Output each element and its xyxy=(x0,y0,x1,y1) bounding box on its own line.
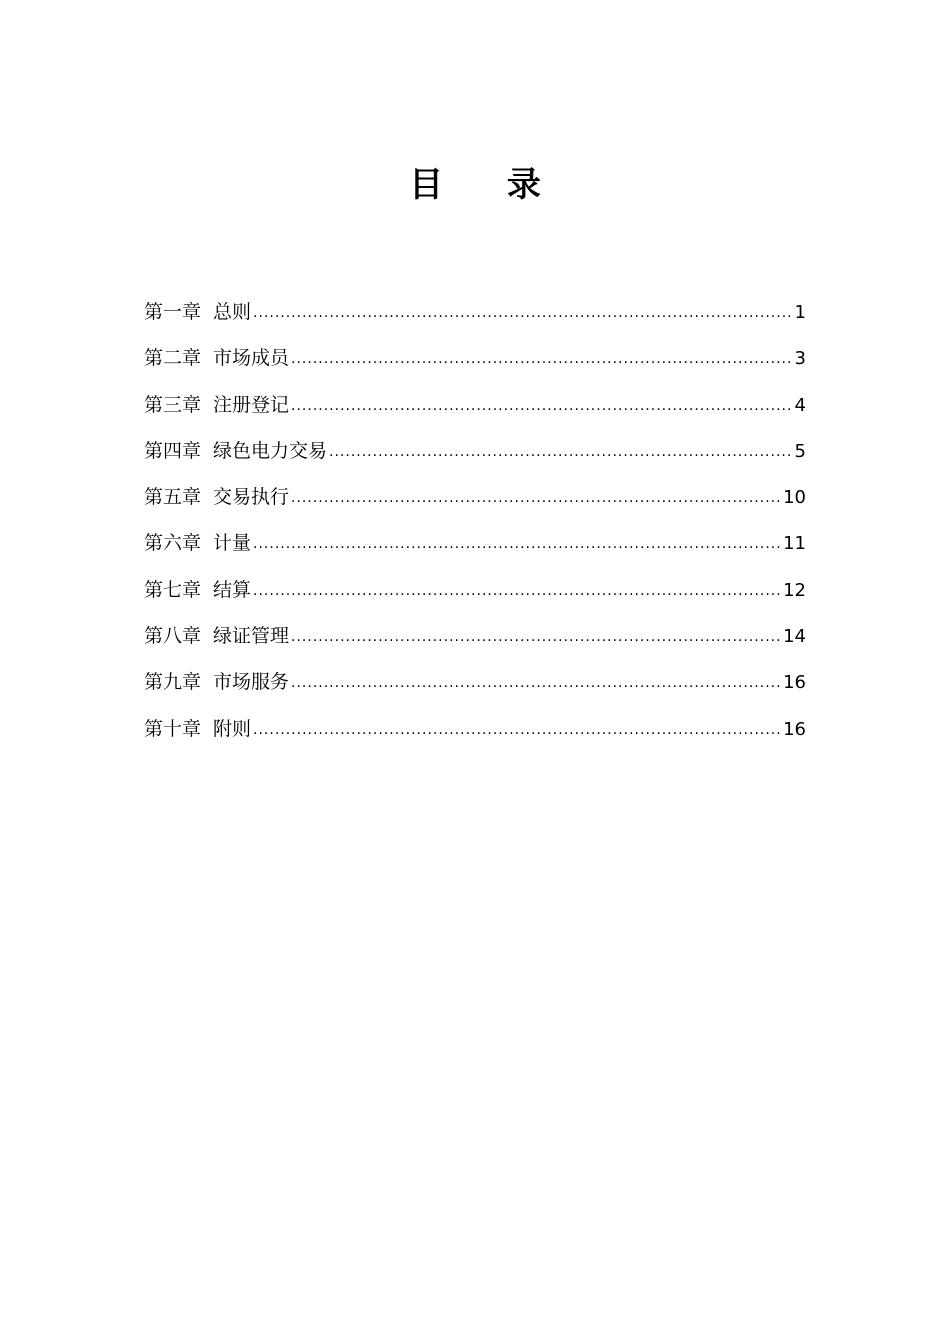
toc-dot-leader xyxy=(291,478,781,518)
toc-page-number: 1 xyxy=(794,302,806,323)
toc-chapter-number: 第四章 xyxy=(144,439,202,462)
toc-chapter-number: 第七章 xyxy=(144,578,202,601)
toc-chapter-number: 第一章 xyxy=(144,301,202,323)
toc-chapter-name: 附则 xyxy=(213,717,252,740)
toc-page-number: 5 xyxy=(794,440,806,462)
toc-chapter-name: 绿色电力交易 xyxy=(213,439,328,462)
toc-page-number: 4 xyxy=(794,394,806,416)
toc-chapter-name: 总则 xyxy=(213,301,252,323)
toc-dot-leader xyxy=(253,293,793,333)
toc-chapter-name: 市场成员 xyxy=(213,347,290,370)
toc-page-number: 14 xyxy=(783,626,806,648)
toc-dot-leader xyxy=(253,710,781,750)
toc-chapter-number: 第二章 xyxy=(144,347,202,370)
toc-dot-leader xyxy=(291,663,781,703)
table-of-contents xyxy=(144,292,806,755)
toc-entry-1[interactable] xyxy=(144,292,806,338)
toc-dot-leader xyxy=(329,432,793,472)
toc-page-number: 3 xyxy=(794,348,806,370)
toc-entry-8[interactable] xyxy=(144,616,806,662)
toc-chapter-name: 市场服务 xyxy=(213,671,290,694)
toc-chapter-name: 注册登记 xyxy=(213,393,290,416)
toc-entry-4[interactable] xyxy=(144,431,806,477)
toc-entry-10[interactable] xyxy=(144,709,806,755)
toc-chapter-name: 计量 xyxy=(213,532,252,555)
toc-page-number: 16 xyxy=(783,718,806,740)
toc-chapter-name: 交易执行 xyxy=(213,486,290,509)
toc-dot-leader xyxy=(291,339,793,379)
toc-page-number: 11 xyxy=(783,533,806,555)
toc-chapter-number: 第六章 xyxy=(144,532,202,555)
toc-entry-3[interactable] xyxy=(144,385,806,431)
toc-entry-2[interactable] xyxy=(144,338,806,384)
toc-chapter-name: 结算 xyxy=(213,578,252,601)
toc-page-number: 12 xyxy=(783,579,806,601)
toc-entry-6[interactable] xyxy=(144,523,806,569)
toc-dot-leader xyxy=(253,524,781,564)
toc-dot-leader xyxy=(291,617,781,657)
toc-dot-leader xyxy=(253,571,781,611)
toc-chapter-number: 第十章 xyxy=(144,717,202,740)
toc-chapter-number: 第八章 xyxy=(144,625,202,648)
page-title: 目 录 xyxy=(409,165,567,205)
toc-page-number: 10 xyxy=(783,487,806,509)
toc-chapter-number: 第三章 xyxy=(144,393,202,416)
toc-chapter-number: 第九章 xyxy=(144,671,202,694)
toc-entry-9[interactable] xyxy=(144,662,806,708)
toc-entry-7[interactable] xyxy=(144,570,806,616)
toc-dot-leader xyxy=(291,386,793,426)
toc-page-number: 16 xyxy=(783,672,806,694)
toc-chapter-name: 绿证管理 xyxy=(213,625,290,648)
toc-chapter-number: 第五章 xyxy=(144,486,202,509)
toc-entry-5[interactable] xyxy=(144,477,806,523)
